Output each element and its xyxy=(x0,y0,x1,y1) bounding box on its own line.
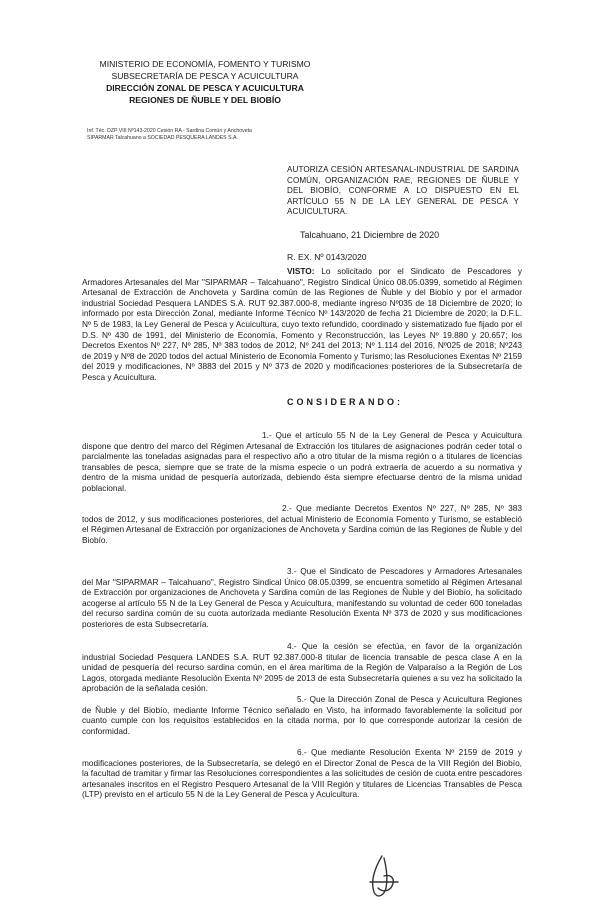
considerando-item xyxy=(82,747,522,800)
considerando-item xyxy=(82,503,522,545)
considerando-text: 1.- Que el artículo 55 N de la Ley General de Pesca y Acuicultura dispone que dentro del marco del Régimen Artesanal de Extracción los titulares de asignaciones podrán ceder total o parcialmente las toneladas asignadas para el respectivo año a otro titular de la misma región o a titulares de licencias transables de pesca, siempre que se trate de la misma especie o un podrá extraerla de acuerdo a su normativa y dentro de la misma unidad de pesquería autorizada, debiendo ésta siempre efectuarse dentro de la misma unidad poblacional. xyxy=(82,430,522,493)
visto-paragraph xyxy=(82,266,522,383)
letterhead xyxy=(90,58,320,106)
considerando-text: 5.- Que la Dirección Zonal de Pesca y Acuicultura Regiones de Ñuble y del Biobío, mediante Informe Técnico señalado en Visto, ha informado favorablemente la solicitud por cuanto cumple con los requisitos establecidos en la citada norma, por lo que corresponde autorizar la cesión de conformidad. xyxy=(82,694,522,736)
visto-text: Lo solicitado por el Sindicato de Pescadores y Armadores Artesanales del Mar "SIPARMAR – Talcahuano", Registro Sindical Único 08.05.0399, sometido al Régimen Artesanal de Extracción de Anchoveta y Sardina común de las Regiones de Ñuble y del Biobío y por el armador industrial Sociedad Pesquera LANDES S.A. RUT 92.387.000-8, mediante ingreso Nº035 de 18 Diciembre de 2020; lo informado por esta Dirección Zonal, mediante Informe Técnico Nº 143/2020 de fecha 21 Diciembre de 2020; la D.F.L. Nº 5 de 1983, la Ley General de Pesca y Acuicultura, cuyo texto refundido, coordinado y sistematizado fue fijado por el D.S. Nº 430 de 1991, del Ministerio de Economía, Fomento y Reconstrucción, las Leyes Nº 19.880 y 20.657; los Decretos Exentos Nº 227, Nº 285, Nº 383 todos de 2012, Nº 241 del 2013; Nº 1.114 del 2016, Nº025 de 2018; Nº243 de 2019 y Nº8 de 2020 todos del actual Ministerio de Economía Fomento y Turismo; las Resoluciones Exentas Nº 2159 del 2019 y modificaciones, Nº 3883 del 2015 y Nº 373 de 2020 y modificaciones posteriores de la Subsecretaría de Pesca y Acuicultura. xyxy=(82,266,522,382)
considerando-text: 6.- Que mediante Resolución Exenta Nº 2159 de 2019 y modificaciones posteriores, de la Subsecretaría, se delegó en el Director Zonal de Pesca de la VIII Región del Biobío, la facultad de tramitar y firmar las Resoluciones correspondientes a las solicitudes de cesión de cuota entre pescadores artesanales inscritos en el Registro Pesquero Artesanal de la VIII Región y titulares de Licencias Transables de Pesca (LTP) previsto en el artículo 55 N de la Ley General de Pesca y Acuicultura. xyxy=(82,747,522,800)
regions-name: REGIONES DE ÑUBLE Y DEL BIOBÍO xyxy=(129,95,281,105)
resolution-subject: AUTORIZA CESIÓN ARTESANAL-INDUSTRIAL DE SARDINA COMÚN, ORGANIZACIÓN RAE, REGIONES DE ÑUBLE Y DEL BIOBÍO, CONFORME A LO DISPUESTO EN EL ARTÍCULO 55 N DE LA LEY GENERAL DE PESCA Y ACUICULTURA. xyxy=(287,165,519,216)
considerando-text: 2.- Que mediante Decretos Exentos Nº 227, Nº 285, Nº 383 todos de 2012, y sus modificaciones posteriores, del actual Ministerio de Economía Fomento y Turismo, se estableció el Régimen Artesanal de Extracción por organizaciones de Anchoveta y Sardina común de las Regiones de Ñuble y del Biobío. xyxy=(82,503,522,545)
considerando-text: 3.- Que el Sindicato de Pescadores y Armadores Artesanales del Mar "SIPARMAR – Talcahuano", Registro Sindical Único 08.05.0399, se encuentra sometido al Régimen Artesanal de Extracción por organizaciones de Anchoveta y Sardina común de las Regiones de Ñuble y del Biobío, ha solicitado acogerse al artículo 55 N de la Ley General de Pesca y Acuicultura, manifestando su voluntad de ceder 600 toneladas del recurso sardina común de su cuota autorizada mediante Resolución Exenta Nº 373 de 2020 y sus modificaciones posteriores de esta Subsecretaría. xyxy=(82,566,522,629)
visto-label: VISTO: xyxy=(287,266,315,276)
considerando-text: 4.- Que la cesión se efectúa, en favor de la organización industrial Sociedad Pesquera LANDES S.A. RUT 92.387.000-8 titular de licencia transable de pesca clase A en la unidad de pesquería del recurso sardina común, en el área marítima de la Región de Valparaíso a la Región de Los Lagos, otorgada mediante Resolución Exenta Nº 2095 de 2013 de esta Subsecretaría quienes a su vez ha solicitado la aprobación de la señalada cesión. xyxy=(82,641,522,694)
considerando-title: CONSIDERANDO: xyxy=(287,397,404,407)
date-line: Talcahuano, 21 Diciembre de 2020 xyxy=(300,230,440,240)
undersecretariat-name: SUBSECRETARÍA DE PESCA Y ACUICULTURA xyxy=(111,71,299,81)
reference-line-2: SIPARMAR Talcahuano a SOCIEDAD PESQUERA LANDES S.A. xyxy=(87,135,238,141)
handwritten-signature-mark xyxy=(362,852,404,902)
ministry-name: MINISTERIO DE ECONOMÍA, FOMENTO Y TURISMO xyxy=(99,59,311,69)
reference-line-1: Inf. Téc. DZP VIII Nº143-2020 Cesión RA - Sardina Común y Anchoveta xyxy=(87,128,252,134)
considerando-item xyxy=(82,566,522,630)
considerando-item xyxy=(82,694,522,736)
zonal-directorate-name: DIRECCIÓN ZONAL DE PESCA Y ACUICULTURA xyxy=(106,83,304,93)
resolution-number: R. EX. Nº 0143/2020 xyxy=(287,252,367,262)
considerando-item xyxy=(82,430,522,494)
considerando-item xyxy=(82,641,522,694)
reference-block xyxy=(87,128,317,142)
